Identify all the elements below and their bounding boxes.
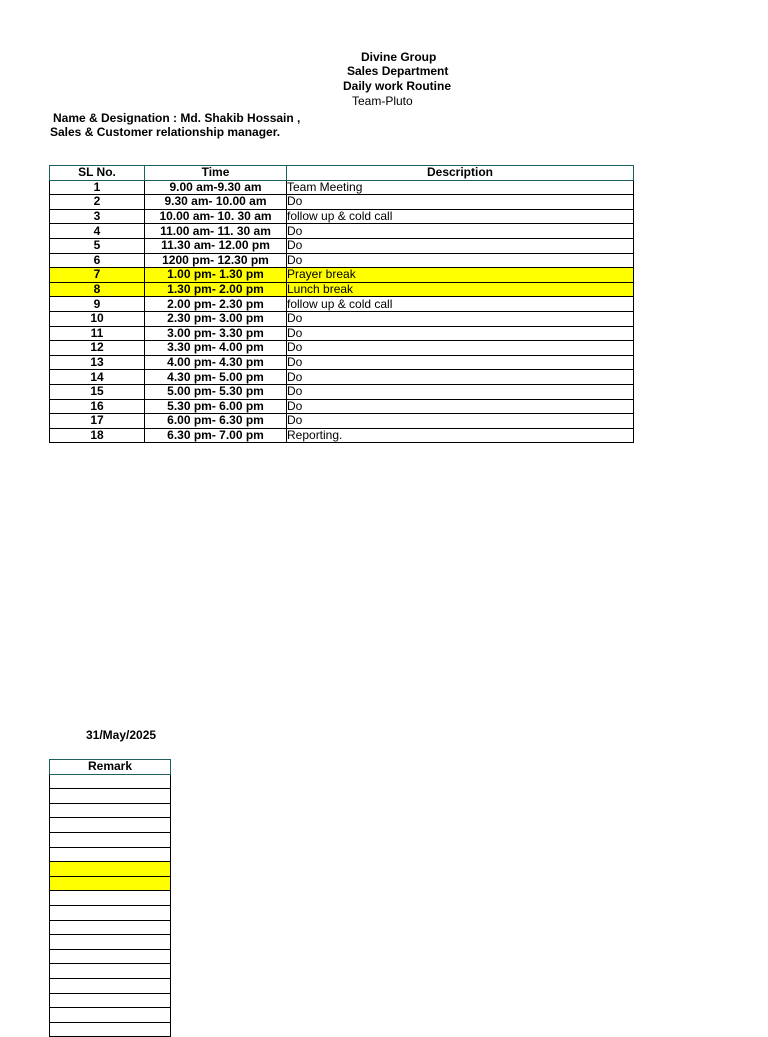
cell-time: 9.00 am-9.30 am xyxy=(145,180,287,195)
cell-sl: 16 xyxy=(50,399,145,414)
table-row xyxy=(50,268,634,283)
cell-description: Do xyxy=(287,355,634,370)
cell-description: Prayer break xyxy=(287,268,634,283)
cell-time: 4.30 pm- 5.00 pm xyxy=(145,370,287,385)
column-header-sl: SL No. xyxy=(50,166,145,181)
remark-row xyxy=(50,920,171,935)
cell-time: 1.30 pm- 2.00 pm xyxy=(145,282,287,297)
routine-table xyxy=(49,165,634,443)
cell-description: Lunch break xyxy=(287,282,634,297)
cell-sl: 8 xyxy=(50,282,145,297)
remark-row xyxy=(50,905,171,920)
cell-description: Do xyxy=(287,341,634,356)
remark-row xyxy=(50,978,171,993)
remark-cell xyxy=(50,935,171,950)
designation-role: Sales & Customer relationship manager. xyxy=(50,125,281,139)
remark-row xyxy=(50,803,171,818)
column-header-description: Description xyxy=(287,166,634,181)
company-name: Divine Group xyxy=(361,50,437,64)
table-row xyxy=(50,297,634,312)
remark-cell xyxy=(50,905,171,920)
remark-cell xyxy=(50,891,171,906)
table-row xyxy=(50,253,634,268)
cell-description: Do xyxy=(287,370,634,385)
cell-sl: 18 xyxy=(50,428,145,443)
table-row xyxy=(50,282,634,297)
table-row xyxy=(50,180,634,195)
remark-cell xyxy=(50,774,171,789)
table-row xyxy=(50,195,634,210)
cell-sl: 4 xyxy=(50,224,145,239)
remark-row xyxy=(50,876,171,891)
cell-sl: 5 xyxy=(50,238,145,253)
remark-cell xyxy=(50,978,171,993)
cell-time: 11.30 am- 12.00 pm xyxy=(145,238,287,253)
remark-row xyxy=(50,774,171,789)
name-designation: Name & Designation : Md. Shakib Hossain , xyxy=(53,111,301,125)
remark-cell xyxy=(50,818,171,833)
document-date: 31/May/2025 xyxy=(86,728,157,742)
table-row xyxy=(50,399,634,414)
cell-time: 5.00 pm- 5.30 pm xyxy=(145,384,287,399)
table-row xyxy=(50,341,634,356)
cell-time: 2.30 pm- 3.00 pm xyxy=(145,311,287,326)
cell-description: Team Meeting xyxy=(287,180,634,195)
remark-cell xyxy=(50,832,171,847)
remark-row xyxy=(50,964,171,979)
remark-cell xyxy=(50,949,171,964)
cell-description: Do xyxy=(287,326,634,341)
cell-sl: 17 xyxy=(50,414,145,429)
cell-sl: 7 xyxy=(50,268,145,283)
table-row xyxy=(50,355,634,370)
remark-row xyxy=(50,818,171,833)
remark-cell xyxy=(50,862,171,877)
cell-description: Do xyxy=(287,238,634,253)
remark-row xyxy=(50,993,171,1008)
cell-sl: 6 xyxy=(50,253,145,268)
cell-sl: 9 xyxy=(50,297,145,312)
document-title: Daily work Routine xyxy=(343,79,452,93)
cell-description: Do xyxy=(287,384,634,399)
remark-row xyxy=(50,949,171,964)
remark-table xyxy=(49,759,171,1037)
cell-time: 6.30 pm- 7.00 pm xyxy=(145,428,287,443)
cell-sl: 2 xyxy=(50,195,145,210)
cell-time: 5.30 pm- 6.00 pm xyxy=(145,399,287,414)
department-name: Sales Department xyxy=(347,64,449,78)
cell-sl: 1 xyxy=(50,180,145,195)
table-row xyxy=(50,209,634,224)
cell-description: Do xyxy=(287,414,634,429)
table-row xyxy=(50,311,634,326)
cell-time: 9.30 am- 10.00 am xyxy=(145,195,287,210)
remark-cell xyxy=(50,993,171,1008)
cell-sl: 15 xyxy=(50,384,145,399)
remark-cell xyxy=(50,1008,171,1023)
cell-description: Do xyxy=(287,253,634,268)
cell-time: 11.00 am- 11. 30 am xyxy=(145,224,287,239)
cell-time: 3.00 pm- 3.30 pm xyxy=(145,326,287,341)
remark-row xyxy=(50,1008,171,1023)
cell-description: follow up & cold call xyxy=(287,209,634,224)
cell-description: Reporting. xyxy=(287,428,634,443)
table-row xyxy=(50,370,634,385)
remark-header-row xyxy=(50,760,171,775)
cell-time: 10.00 am- 10. 30 am xyxy=(145,209,287,224)
cell-time: 1.00 pm- 1.30 pm xyxy=(145,268,287,283)
table-row xyxy=(50,224,634,239)
cell-sl: 13 xyxy=(50,355,145,370)
remark-row xyxy=(50,847,171,862)
table-row xyxy=(50,238,634,253)
cell-description: Do xyxy=(287,224,634,239)
remark-cell xyxy=(50,964,171,979)
cell-description: Do xyxy=(287,311,634,326)
cell-description: follow up & cold call xyxy=(287,297,634,312)
cell-time: 2.00 pm- 2.30 pm xyxy=(145,297,287,312)
cell-description: Do xyxy=(287,399,634,414)
column-header-time: Time xyxy=(145,166,287,181)
cell-time: 6.00 pm- 6.30 pm xyxy=(145,414,287,429)
cell-sl: 12 xyxy=(50,341,145,356)
cell-sl: 3 xyxy=(50,209,145,224)
cell-time: 4.00 pm- 4.30 pm xyxy=(145,355,287,370)
remark-cell xyxy=(50,789,171,804)
remark-cell xyxy=(50,847,171,862)
remark-row xyxy=(50,935,171,950)
remark-cell xyxy=(50,920,171,935)
table-row xyxy=(50,326,634,341)
cell-description: Do xyxy=(287,195,634,210)
cell-sl: 10 xyxy=(50,311,145,326)
team-name: Team-Pluto xyxy=(352,94,413,108)
remark-row xyxy=(50,862,171,877)
remark-row xyxy=(50,832,171,847)
cell-sl: 11 xyxy=(50,326,145,341)
table-row xyxy=(50,414,634,429)
cell-sl: 14 xyxy=(50,370,145,385)
cell-time: 3.30 pm- 4.00 pm xyxy=(145,341,287,356)
cell-time: 1200 pm- 12.30 pm xyxy=(145,253,287,268)
table-row xyxy=(50,384,634,399)
remark-cell xyxy=(50,876,171,891)
remark-cell xyxy=(50,1022,171,1037)
remark-cell xyxy=(50,803,171,818)
remark-row xyxy=(50,891,171,906)
table-row xyxy=(50,428,634,443)
remark-row xyxy=(50,789,171,804)
table-header-row xyxy=(50,166,634,181)
remark-header: Remark xyxy=(50,760,171,775)
remark-row xyxy=(50,1022,171,1037)
